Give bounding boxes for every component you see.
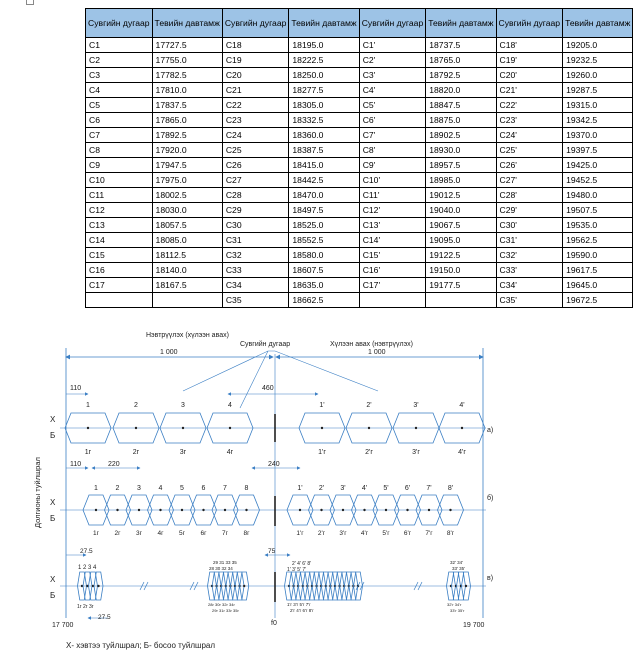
frequency-cell: 18765.0 (426, 53, 496, 68)
channel-center-dot (428, 509, 430, 511)
channel-center-dot (320, 509, 322, 511)
channel-cell: C20' (496, 68, 563, 83)
frequency-cell: 18552.5 (289, 233, 359, 248)
table-row (86, 158, 633, 173)
row-c-top-right2-labels: 1' 3' 5' 7' (287, 567, 307, 573)
channel-cell: C17 (86, 278, 153, 293)
pointer-line-left (240, 351, 268, 408)
channel-cell: C14 (86, 233, 153, 248)
frequency-cell: 18607.5 (289, 263, 359, 278)
table-row (86, 83, 633, 98)
frequency-cell: 19150.0 (426, 263, 496, 278)
frequency-cell: 18662.5 (289, 293, 359, 308)
frequency-cell: 19177.5 (426, 278, 496, 293)
frequency-cell: 18085.0 (152, 233, 222, 248)
row-c-top-last-labels: 32' 34' (450, 560, 463, 565)
frequency-cell: 19507.5 (563, 203, 633, 218)
dim-240: 240 (268, 461, 280, 468)
table-row (86, 68, 633, 83)
frequency-cell: 18875.0 (426, 113, 496, 128)
channel-cell: C10' (359, 173, 426, 188)
channel-label-top: 1 (86, 402, 90, 409)
channel-center-dot (182, 427, 184, 429)
y-axis-label: Долгионы туйлшрал (33, 457, 42, 528)
channel-label-top: 3 (137, 485, 141, 492)
dim-110-b: 110 (70, 461, 82, 468)
dim-27-5-top: 27.5 (80, 548, 93, 555)
channel-label-bottom: 1'г (318, 449, 326, 456)
channel-cell: C7' (359, 128, 426, 143)
dim-110-a: 110 (70, 385, 82, 392)
frequency-cell: 19370.0 (563, 128, 633, 143)
channel-cell: C18' (496, 38, 563, 53)
row-c-bot-mid2-labels: 29г 31г 33г 35г (212, 608, 239, 613)
frequency-cell: 17727.5 (152, 38, 222, 53)
channel-label-bottom: 5г (179, 530, 185, 537)
frequency-cell: 18820.0 (426, 83, 496, 98)
channel-cell: C16 (86, 263, 153, 278)
frequency-cell: 18525.0 (289, 218, 359, 233)
channel-cell (86, 293, 153, 308)
channel-label-top: 8' (447, 485, 454, 492)
row-c-top-right-labels: 2' 4' 6' 8' (292, 561, 312, 567)
channel-cell: C4' (359, 83, 426, 98)
freq-end: 19 700 (463, 622, 485, 629)
channel-cell: C34 (222, 278, 289, 293)
frequency-cell: 18002.5 (152, 188, 222, 203)
frequency-cell: 17892.5 (152, 128, 222, 143)
frequency-cell: 17810.0 (152, 83, 222, 98)
channel-cell: C1' (359, 38, 426, 53)
channel-cell: C22 (222, 98, 289, 113)
channel-label-bottom: 8г (243, 530, 250, 537)
table-row (86, 53, 633, 68)
channel-cell: C6' (359, 113, 426, 128)
channel-cell: C24 (222, 128, 289, 143)
channel-cell (359, 293, 426, 308)
frequency-cell: 18415.0 (289, 158, 359, 173)
frequency-cell: 19205.0 (563, 38, 633, 53)
frequency-cell: 18387.5 (289, 143, 359, 158)
channel-cell: C23' (496, 113, 563, 128)
frequency-cell: 18635.0 (289, 278, 359, 293)
channel-label-top: 2 (115, 485, 120, 492)
frequency-cell: 17865.0 (152, 113, 222, 128)
row-c-bot-mid-labels: 28г 30г 32г 34г (208, 602, 235, 607)
header-frequency-4: Тевийн давтамж (563, 9, 633, 38)
channel-label-top: 5' (383, 485, 389, 492)
frequency-cell: 19672.5 (563, 293, 633, 308)
frequency-cell: 19452.5 (563, 173, 633, 188)
channel-label-top: 4 (228, 402, 232, 409)
table-row (86, 173, 633, 188)
frequency-table (85, 8, 633, 308)
channel-cell: C30 (222, 218, 289, 233)
channel-cell: C15' (359, 248, 426, 263)
table-row (86, 128, 633, 143)
row-b-hexagons (83, 485, 464, 537)
channel-cell: C35' (496, 293, 563, 308)
channel-cell: C35 (222, 293, 289, 308)
header-channel-4: Сувгийн дугаар (496, 9, 563, 38)
channel-cell: C4 (86, 83, 153, 98)
channel-center-dot (406, 509, 408, 511)
table-row (86, 263, 633, 278)
channel-cell: C18 (222, 38, 289, 53)
channel-center-dot (224, 509, 226, 511)
frequency-cell: 18957.5 (426, 158, 496, 173)
frequency-cell: 18902.5 (426, 128, 496, 143)
channel-cell: C12 (86, 203, 153, 218)
channel-center-dot (243, 585, 245, 587)
channel-cell: C31 (222, 233, 289, 248)
table-row (86, 38, 633, 53)
channel-label-bottom: 2г (132, 449, 140, 456)
freq-start: 17 700 (52, 622, 74, 629)
frequency-cell: 19562.5 (563, 233, 633, 248)
frequency-cell: 19040.0 (426, 203, 496, 218)
frequency-cell: 18140.0 (152, 263, 222, 278)
channel-label-top: 2' (366, 402, 372, 409)
channel-label-bottom: 3г (136, 530, 142, 537)
row-c-top-mid-labels: 29 31 33 35 (213, 560, 237, 565)
channel-center-dot (181, 509, 183, 511)
panel-a-label: а) (487, 427, 494, 434)
channel-label-top: 2 (134, 402, 138, 409)
channel-center-dot (95, 509, 97, 511)
channel-cell: C21' (496, 83, 563, 98)
tx-rx-label: Нэвтрүүлэх (хүлээн авах) (146, 332, 229, 339)
channel-center-dot (116, 509, 118, 511)
header-channel-1: Сувгийн дугаар (86, 9, 153, 38)
frequency-cell: 19287.5 (563, 83, 633, 98)
header-channel-2: Сувгийн дугаар (222, 9, 289, 38)
channel-cell: C7 (86, 128, 153, 143)
channel-center-dot (138, 509, 140, 511)
channel-cell: C11 (86, 188, 153, 203)
span-left-value: 1 000 (160, 349, 178, 356)
channel-center-dot (368, 427, 370, 429)
channel-label-bottom: 1г (84, 449, 92, 456)
channel-cell: C15 (86, 248, 153, 263)
dim-220: 220 (108, 461, 120, 468)
table-row (86, 203, 633, 218)
channel-center-dot (465, 585, 467, 587)
channel-cell: C8 (86, 143, 153, 158)
channel-label-top: 3' (340, 485, 346, 492)
channel-cell: C24' (496, 128, 563, 143)
channel-cell: C30' (496, 218, 563, 233)
frequency-cell: 18167.5 (152, 278, 222, 293)
channel-cell: C19' (496, 53, 563, 68)
channel-cell: C32' (496, 248, 563, 263)
row-c-top-mid2-labels: 28 30 32 34 (209, 566, 233, 571)
channel-cell: C26 (222, 158, 289, 173)
header-frequency-2: Тевийн давтамж (289, 9, 359, 38)
channel-cell: C11' (359, 188, 426, 203)
channel-label-top: 4 (158, 485, 163, 492)
channel-cell: C12' (359, 203, 426, 218)
frequency-cell: 17755.0 (152, 53, 222, 68)
frequency-cell: 17782.5 (152, 68, 222, 83)
frequency-cell: 19260.0 (563, 68, 633, 83)
frequency-cell: 19232.5 (563, 53, 633, 68)
frequency-cell: 18222.5 (289, 53, 359, 68)
frequency-cell: 19397.5 (563, 143, 633, 158)
channel-label-top: 6' (404, 485, 411, 492)
channel-center-dot (87, 427, 89, 429)
frequency-cell: 19425.0 (563, 158, 633, 173)
channel-center-dot (415, 427, 417, 429)
side-label-x-c: Х (50, 575, 56, 584)
frequency-cell: 18195.0 (289, 38, 359, 53)
channel-cell: C14' (359, 233, 426, 248)
frequency-cell: 17975.0 (152, 173, 222, 188)
row-c-bot-last2-labels: 33'г 35'г (450, 608, 465, 613)
table-header-row (86, 9, 633, 38)
channel-cell: C3 (86, 68, 153, 83)
frequency-cell: 18277.5 (289, 83, 359, 98)
channel-center-dot (229, 427, 231, 429)
channel-label-bottom: 2'г (365, 449, 373, 456)
frequency-cell: 17947.5 (152, 158, 222, 173)
channel-cell: C28 (222, 188, 289, 203)
side-label-b-a: Б (50, 431, 56, 440)
channel-label-bottom: 6'г (403, 530, 412, 537)
channel-cell: C5 (86, 98, 153, 113)
frequency-cell: 18470.0 (289, 188, 359, 203)
channel-label-top: 6 (201, 485, 206, 492)
side-label-b-c: Б (50, 591, 56, 600)
panel-c-label: в) (487, 575, 494, 582)
frequency-cell: 18737.5 (426, 38, 496, 53)
frequency-cell: 19122.5 (426, 248, 496, 263)
frequency-cell: 18497.5 (289, 203, 359, 218)
channel-cell: C22' (496, 98, 563, 113)
channel-cell: C6 (86, 113, 153, 128)
channel-center-dot (321, 427, 323, 429)
channel-cell: C29 (222, 203, 289, 218)
frequency-cell: 19067.5 (426, 218, 496, 233)
frequency-cell (152, 293, 222, 308)
polarization-legend: Х- хэвтээ туйлшрал; Б- босоо туйлшрал (66, 641, 216, 650)
rx-tx-label: Хүлээн авах (нэвтрүүлэх) (330, 341, 413, 348)
channel-label-top: 1' (297, 485, 303, 492)
side-label-b-b: Б (50, 514, 56, 523)
channel-cell: C13' (359, 218, 426, 233)
page-corner-marker (26, 0, 34, 5)
frequency-cell: 18250.0 (289, 68, 359, 83)
channel-label-bottom: 4'г (360, 530, 369, 537)
channel-number-label: Сувгийн дугаар (240, 341, 291, 348)
frequency-cell: 18030.0 (152, 203, 222, 218)
row-c-bot-right2-labels: 2'г 4'г 6'г 8'г (290, 608, 314, 613)
channel-label-bottom: 5'г (382, 530, 390, 537)
channel-cell: C1 (86, 38, 153, 53)
frequency-cell: 19342.5 (563, 113, 633, 128)
frequency-cell: 18580.0 (289, 248, 359, 263)
table-row (86, 98, 633, 113)
frequency-cell: 18360.0 (289, 128, 359, 143)
table-row (86, 113, 633, 128)
dim-75: 75 (268, 548, 276, 555)
channel-label-top: 2' (318, 485, 325, 492)
channel-label-top: 1' (319, 402, 325, 409)
frequency-cell: 19590.0 (563, 248, 633, 263)
channel-center-dot (342, 509, 344, 511)
frequency-cell: 17837.5 (152, 98, 222, 113)
channel-center-dot (385, 509, 387, 511)
channel-label-bottom: 4'г (458, 449, 466, 456)
channel-cell: C32 (222, 248, 289, 263)
table-row (86, 278, 633, 293)
channel-center-dot (461, 427, 463, 429)
row-c-bot-first-labels: 1г 2г 3г (77, 604, 94, 610)
freq-center: f0 (271, 620, 277, 627)
channel-cell: C21 (222, 83, 289, 98)
channel-cell: C25 (222, 143, 289, 158)
header-frequency-3: Тевийн давтамж (426, 9, 496, 38)
frequency-cell: 18792.5 (426, 68, 496, 83)
frequency-cell: 18847.5 (426, 98, 496, 113)
channel-label-bottom: 3г (179, 449, 187, 456)
channel-cell: C20 (222, 68, 289, 83)
channel-center-dot (299, 509, 301, 511)
row-c-bot-right-labels: 1'г 3'г 5'г 7'г (287, 602, 311, 607)
frequency-cell: 19617.5 (563, 263, 633, 278)
channel-label-bottom: 4г (226, 449, 234, 456)
channel-cell: C13 (86, 218, 153, 233)
frequency-cell: 18930.0 (426, 143, 496, 158)
dim-460: 460 (262, 385, 274, 392)
channel-label-bottom: 1'г (296, 530, 304, 537)
table-row (86, 188, 633, 203)
channel-label-top: 8 (244, 485, 249, 492)
frequency-cell (426, 293, 496, 308)
channel-cell: C5' (359, 98, 426, 113)
channel-label-bottom: 3'г (339, 530, 347, 537)
channel-label-top: 7 (223, 485, 227, 492)
channel-cell: C10 (86, 173, 153, 188)
channel-label-bottom: 3'г (412, 449, 420, 456)
side-label-x-b: Х (50, 498, 56, 507)
frequency-cell: 19480.0 (563, 188, 633, 203)
channel-cell: C17' (359, 278, 426, 293)
channel-cell: C27 (222, 173, 289, 188)
channel-label-top: 4' (459, 402, 465, 409)
channel-label-bottom: 2'г (317, 530, 326, 537)
table-row (86, 218, 633, 233)
channel-label-top: 7' (426, 485, 432, 492)
side-label-x-a: Х (50, 415, 56, 424)
channel-label-top: 3' (413, 402, 419, 409)
frequency-cell: 19535.0 (563, 218, 633, 233)
channel-label-bottom: 4г (157, 530, 164, 537)
channel-center-dot (97, 585, 99, 587)
channel-label-top: 1 (94, 485, 98, 492)
frequency-cell: 18112.5 (152, 248, 222, 263)
channel-cell: C8' (359, 143, 426, 158)
row-c-top-last2-labels: 33' 35' (452, 566, 465, 571)
channel-cell: C27' (496, 173, 563, 188)
channel-center-dot (202, 509, 204, 511)
channel-cell: C31' (496, 233, 563, 248)
channel-cell: C33' (496, 263, 563, 278)
table-row (86, 293, 633, 308)
channel-center-dot (449, 509, 451, 511)
channel-cell: C26' (496, 158, 563, 173)
channel-label-bottom: 1г (93, 530, 99, 537)
channel-label-top: 4' (361, 485, 368, 492)
frequency-cell: 19095.0 (426, 233, 496, 248)
table-row (86, 143, 633, 158)
channel-cell: C9 (86, 158, 153, 173)
channel-label-bottom: 7'г (425, 530, 433, 537)
channel-cell: C2' (359, 53, 426, 68)
channel-center-dot (363, 509, 365, 511)
dim-27-5-bottom: 27.5 (98, 614, 111, 621)
channel-cell: C25' (496, 143, 563, 158)
channel-cell: C33 (222, 263, 289, 278)
frequency-cell: 17920.0 (152, 143, 222, 158)
table-row (86, 233, 633, 248)
channel-cell: C34' (496, 278, 563, 293)
channel-cell: C3' (359, 68, 426, 83)
frequency-cell: 18057.5 (152, 218, 222, 233)
channel-label-bottom: 2г (114, 530, 121, 537)
frequency-cell: 18442.5 (289, 173, 359, 188)
panel-b-label: б) (487, 495, 494, 502)
channel-center-dot (135, 427, 137, 429)
frequency-cell: 18332.5 (289, 113, 359, 128)
channel-cell: C16' (359, 263, 426, 278)
channel-center-dot (159, 509, 161, 511)
header-frequency-1: Тевийн давтамж (152, 9, 222, 38)
channel-label-top: 5 (180, 485, 184, 492)
table-row (86, 248, 633, 263)
channel-label-bottom: 8'г (446, 530, 455, 537)
row-c-top-first-labels: 1 2 3 4 (78, 565, 97, 571)
span-right-value: 1 000 (368, 349, 386, 356)
channel-cell: C2 (86, 53, 153, 68)
channel-label-bottom: 7г (222, 530, 228, 537)
frequency-cell: 18305.0 (289, 98, 359, 113)
frequency-cell: 19012.5 (426, 188, 496, 203)
header-channel-3: Сувгийн дугаар (359, 9, 426, 38)
channel-label-top: 3 (181, 402, 185, 409)
frequency-cell: 19645.0 (563, 278, 633, 293)
channel-plan-diagram (0, 318, 541, 667)
channel-cell: C19 (222, 53, 289, 68)
channel-cell: C29' (496, 203, 563, 218)
channel-cell: C23 (222, 113, 289, 128)
frequency-cell: 18985.0 (426, 173, 496, 188)
channel-label-bottom: 6г (200, 530, 207, 537)
row-c-bot-last-labels: 32'г 34'г (447, 602, 462, 607)
channel-cell: C9' (359, 158, 426, 173)
frequency-cell: 19315.0 (563, 98, 633, 113)
channel-cell: C28' (496, 188, 563, 203)
channel-center-dot (245, 509, 247, 511)
